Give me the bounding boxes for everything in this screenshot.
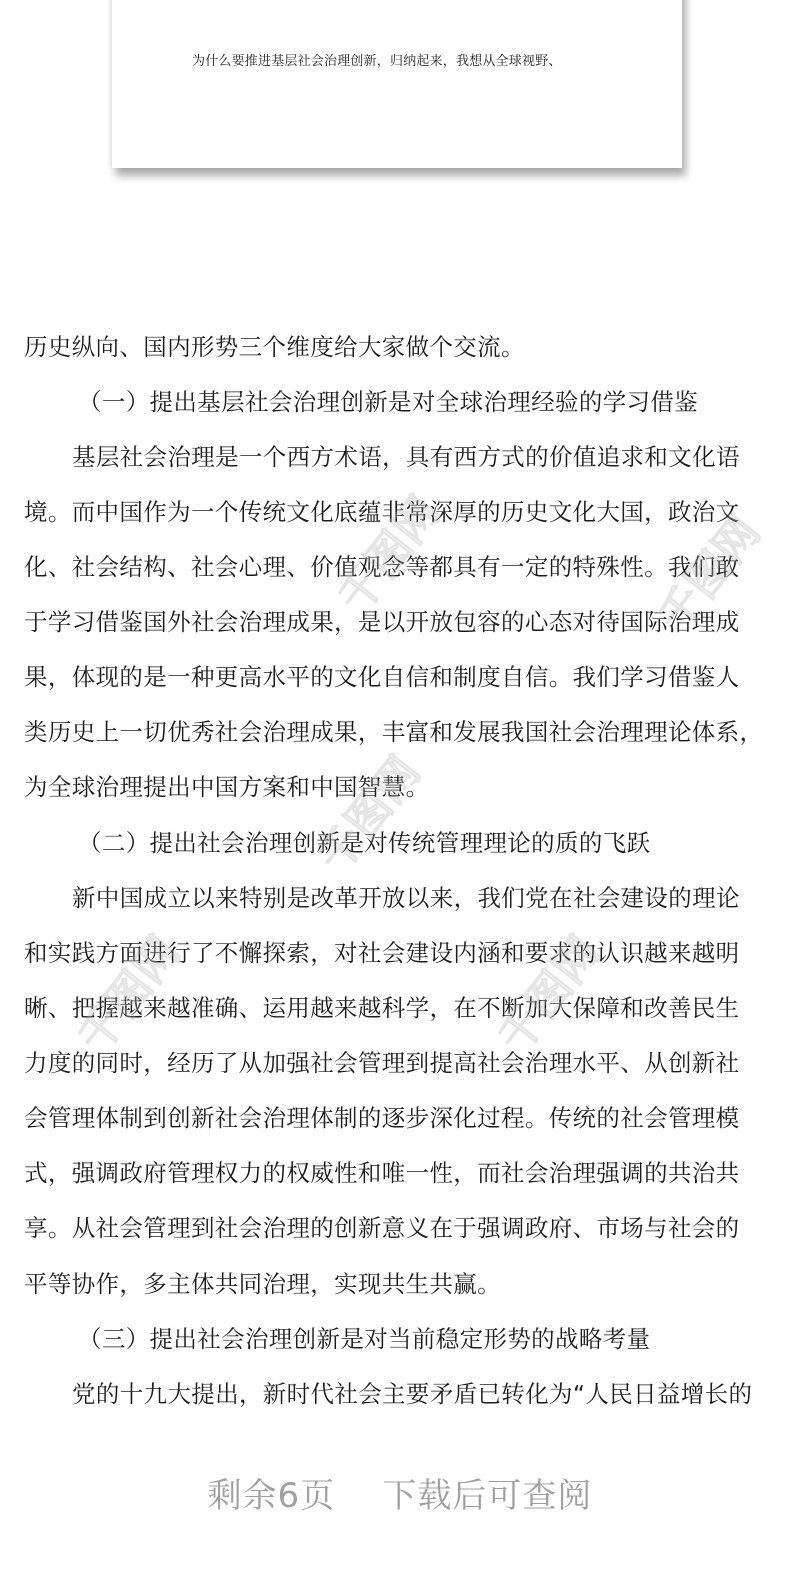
paragraph-line: 为全球治理提出中国方案和中国智慧。 <box>24 773 430 801</box>
paragraph-line: 类历史上一切优秀社会治理成果，丰富和发展我国社会治理理论体系， <box>24 718 764 746</box>
download-to-view-label: 下载后可查阅 <box>382 1476 593 1516</box>
paragraph-line: 化、社会结构、社会心理、价值观念等都具有一定的特殊性。我们敢 <box>24 553 740 581</box>
section-heading: （一）提出基层社会治理创新是对全球治理经验的学习借鉴 <box>78 388 699 416</box>
paragraph-line: 力度的同时，经历了从加强社会管理到提高社会治理水平、从创新社 <box>24 1049 740 1077</box>
download-prompt[interactable] <box>0 1468 800 1517</box>
paragraph-line: 基层社会治理是一个西方术语，具有西方式的价值追求和文化语 <box>72 443 740 471</box>
section-heading: （二）提出社会治理创新是对传统管理理论的质的飞跃 <box>78 829 651 857</box>
paragraph-line: 平等协作，多主体共同治理，实现共生共赢。 <box>24 1270 501 1298</box>
paragraph-line: 会管理体制到创新社会治理体制的逐步深化过程。传统的社会管理模 <box>24 1104 740 1132</box>
paragraph-line: 历史纵向、国内形势三个维度给大家做个交流。 <box>24 333 525 361</box>
watermark: 千图网 <box>68 927 191 1063</box>
watermark: 千图网 <box>328 487 451 623</box>
paragraph-line: 境。而中国作为一个传统文化底蕴非常深厚的历史文化大国，政治文 <box>24 498 740 526</box>
remaining-pages-label: 剩余6页 <box>207 1476 336 1516</box>
paragraph-line: 晰、把握越来越准确、运用越来越科学，在不断加大保障和改善民生 <box>24 994 740 1022</box>
watermark: 千图网 <box>488 927 611 1063</box>
paragraph-line: 享。从社会管理到社会治理的创新意义在于强调政府、市场与社会的 <box>24 1214 740 1242</box>
paragraph-line: 果，体现的是一种更高水平的文化自信和制度自信。我们学习借鉴人 <box>24 663 740 691</box>
preview-page-card <box>112 0 682 168</box>
paragraph-line: 党的十九大提出，新时代社会主要矛盾已转化为“人民日益增长的 <box>72 1380 753 1408</box>
watermark: 千图网 <box>648 507 771 643</box>
watermark: 千图网 <box>308 747 431 883</box>
paragraph-line: 于学习借鉴国外社会治理成果，是以开放包容的心态对待国际治理成 <box>24 608 740 636</box>
card-text-line: 为什么要推进基层社会治理创新，归纳起来，我想从全球视野、 <box>192 54 562 69</box>
paragraph-line: 新中国成立以来特别是改革开放以来，我们党在社会建设的理论 <box>72 884 740 912</box>
paragraph-line: 式，强调政府管理权力的权威性和唯一性，而社会治理强调的共治共 <box>24 1159 740 1187</box>
section-heading: （三）提出社会治理创新是对当前稳定形势的战略考量 <box>78 1325 651 1353</box>
paragraph-line: 和实践方面进行了不懈探索，对社会建设内涵和要求的认识越来越明 <box>24 939 740 967</box>
